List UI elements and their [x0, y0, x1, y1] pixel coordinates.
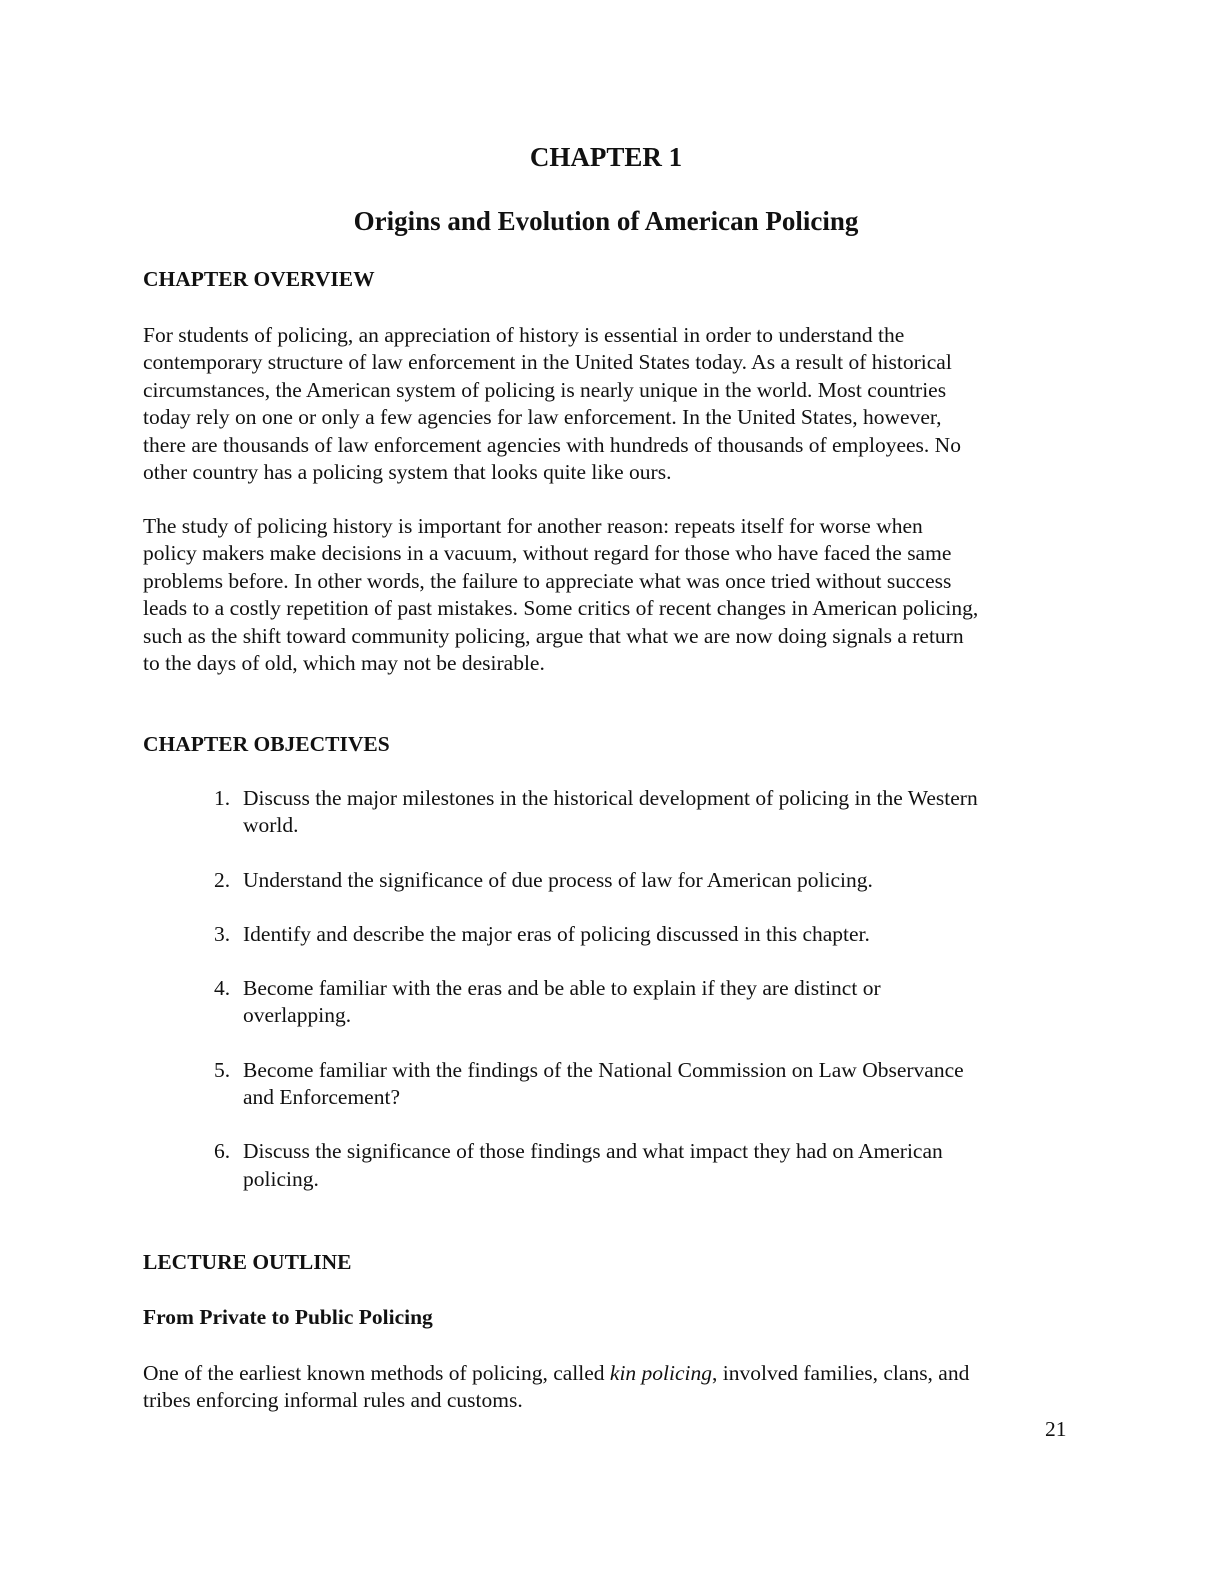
text-line: such as the shift toward community policing, argue that what we are now doing signals a return [143, 623, 964, 648]
objectives-list [143, 785, 1093, 1220]
objective-item [143, 1057, 1093, 1112]
lecture-paragraph [143, 1360, 1093, 1415]
text-line: other country has a policing system that looks quite like ours. [143, 460, 672, 485]
objective-item [143, 921, 1093, 948]
chapter-title: Origins and Evolution of American Policing [353, 206, 859, 236]
text-line: today rely on one or only a few agencies for law enforcement. In the United States, however, [143, 405, 942, 430]
text-line: problems before. In other words, the failure to appreciate what was once tried without success [143, 568, 952, 593]
objective-number: 1. [214, 786, 231, 810]
overview-paragraph-2 [143, 513, 1093, 677]
objective-text [243, 867, 1093, 894]
text-line: and Enforcement? [243, 1085, 400, 1110]
kin-policing-term: kin policing [609, 1361, 713, 1385]
text-run: One of the earliest known methods of policing, called [143, 1361, 610, 1385]
text-line: Discuss the significance of those findings and what impact they had on American [243, 1139, 943, 1164]
objective-text [243, 1057, 1093, 1112]
text-line: Identify and describe the major eras of policing discussed in this chapter. [243, 921, 870, 946]
objective-text [243, 785, 1093, 840]
text-line: Become familiar with the eras and be able to explain if they are distinct or [243, 976, 881, 1001]
text-line: tribes enforcing informal rules and customs. [143, 1388, 523, 1413]
overview-heading: CHAPTER OVERVIEW [143, 267, 375, 291]
text-line: world. [243, 813, 299, 838]
objective-number: 6. [214, 1139, 231, 1164]
overview-paragraph-1 [143, 322, 1093, 486]
objective-number: 3. [214, 921, 231, 946]
objective-text [243, 921, 1093, 948]
text-line: there are thousands of law enforcement agencies with hundreds of thousands of employees. No [143, 432, 961, 457]
page-number: 21 [1045, 1417, 1067, 1441]
objective-text [243, 1138, 1093, 1193]
objective-number: 5. [214, 1057, 231, 1082]
objective-item [143, 1138, 1093, 1193]
text-line: to the days of old, which may not be desirable. [143, 651, 545, 676]
text-line: leads to a costly repetition of past mistakes. Some critics of recent changes in American policing, [143, 596, 979, 621]
objective-number: 2. [214, 867, 231, 892]
text-line: overlapping. [243, 1003, 352, 1028]
chapter-number: CHAPTER 1 [529, 142, 683, 172]
lecture-subheading: From Private to Public Policing [143, 1305, 433, 1329]
text-line: contemporary structure of law enforcement in the United States today. As a result of historical [143, 350, 952, 375]
text-line: policy makers make decisions in a vacuum, without regard for those who have faced the same [143, 541, 952, 566]
objective-item [143, 975, 1093, 1030]
text-line: The study of policing history is important for another reason: repeats itself for worse when [143, 514, 923, 538]
text-line: Understand the significance of due process of law for American policing. [243, 867, 873, 892]
lecture-heading: LECTURE OUTLINE [143, 1250, 352, 1274]
text-line: policing. [243, 1166, 319, 1191]
objective-item [143, 867, 1093, 894]
objective-number: 4. [214, 976, 231, 1001]
text-line [143, 1360, 1093, 1387]
text-line: circumstances, the American system of policing is nearly unique in the world. Most countries [143, 377, 947, 402]
text-line: Discuss the major milestones in the historical development of policing in the Western [243, 786, 978, 810]
text-line: For students of policing, an appreciation of history is essential in order to understand the [143, 323, 905, 347]
objective-item [143, 785, 1093, 840]
text-line: Become familiar with the findings of the National Commission on Law Observance [243, 1057, 964, 1082]
objective-text [243, 975, 1093, 1030]
text-run: , involved families, clans, and [712, 1361, 970, 1385]
objectives-heading: CHAPTER OBJECTIVES [143, 732, 390, 756]
